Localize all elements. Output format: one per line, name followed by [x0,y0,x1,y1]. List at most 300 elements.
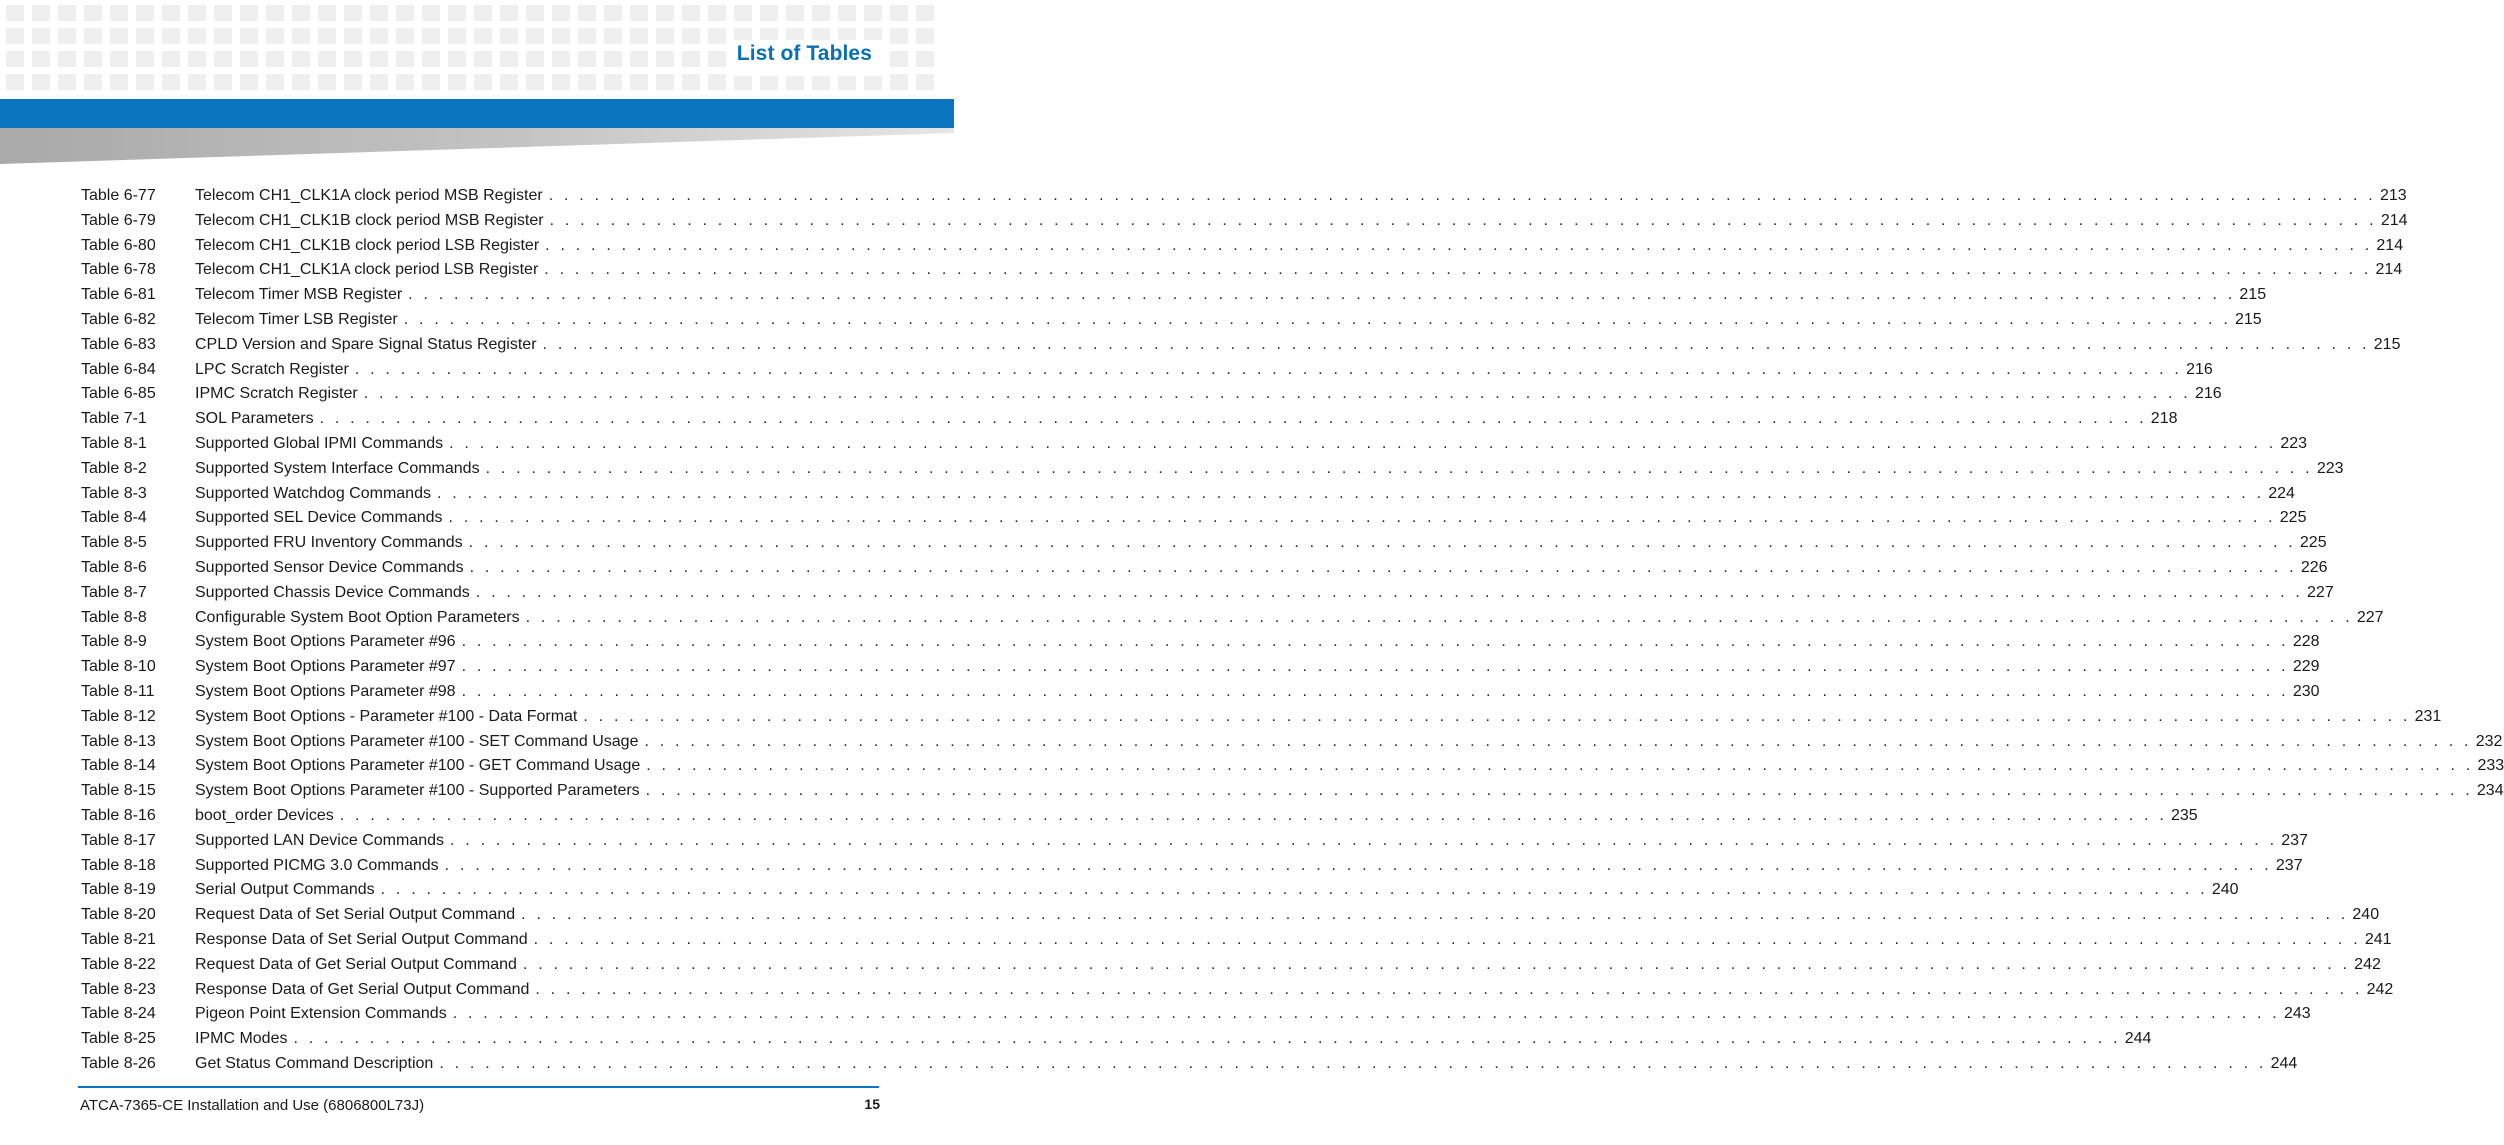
toc-entry[interactable] [81,457,2344,482]
dot-leader: . . . . . . . . . . . . . . . . . . . . . . . . . . . . . . . . . . . . . . . . . . . . . . . . . . . . . . . . . . . . . . . . . . . . . . . . . . . . . . . . . . . . . . . . . . . . . . . . . . . . . . . . . . . . . . . . . . . . . . . . [522,955,2351,973]
header-tile [292,5,310,21]
dot-leader: . . . . . . . . . . . . . . . . . . . . . . . . . . . . . . . . . . . . . . . . . . . . . . . . . . . . . . . . . . . . . . . . . . . . . . . . . . . . . . . . . . . . . . . . . . . . . . . . . . . . . . . . . . . . . . . . . . . . . . . . [525,608,2353,626]
header-tile [370,51,388,67]
header-tile [630,5,648,21]
page-number: 229 [2292,658,2320,676]
dot-leader: . . . . . . . . . . . . . . . . . . . . . . . . . . . . . . . . . . . . . . . . . . . . . . . . . . . . . . . . . . . . . . . . . . . . . . . . . . . . . . . . . . . . . . . . . . . . . . . . . . . . . . . . . . . . . . . . . . . . . . . . [645,782,2473,800]
page-number: 237 [2281,831,2308,849]
toc-entry[interactable] [81,878,2239,903]
toc-entry[interactable] [81,779,2504,804]
table-title: Supported PICMG 3.0 Commands [195,856,439,874]
header-tile [188,51,206,67]
dot-leader: . . . . . . . . . . . . . . . . . . . . . . . . . . . . . . . . . . . . . . . . . . . . . . . . . . . . . . . . . . . . . . . . . . . . . . . . . . . . . . . . . . . . . . . . . . . . . . . . . . . . . . . . . . . . . . . . . . . . . . . . [544,261,2372,279]
dot-leader: . . . . . . . . . . . . . . . . . . . . . . . . . . . . . . . . . . . . . . . . . . . . . . . . . . . . . . . . . . . . . . . . . . . . . . . . . . . . . . . . . . . . . . . . . . . . . . . . . . . . . . . . . . . . . . . . . . . . . . . . [439,1054,2267,1072]
toc-entry[interactable] [81,630,2320,655]
header-tile [838,74,856,90]
toc-entry[interactable] [81,506,2307,531]
header-tile [890,74,908,90]
header-tile [32,74,50,90]
table-title: Supported Sensor Device Commands [195,558,464,576]
page-number: 214 [2375,261,2403,279]
table-number: Table 8-7 [81,583,147,601]
page-number: 233 [2477,757,2504,775]
table-title: System Boot Options - Parameter #100 - Data Format [195,707,578,725]
toc-entry[interactable] [81,382,2222,407]
toc-entry[interactable] [81,283,2267,308]
toc-entry[interactable] [81,333,2401,358]
entry-body [195,234,2404,259]
table-number: Table 6-77 [81,187,156,204]
header-tile [162,74,180,90]
header-tile [370,74,388,90]
entry-body [195,804,2198,829]
entry-body [195,705,2442,730]
header-tile [526,51,544,67]
header-tile [214,5,232,21]
header-tile [760,5,778,21]
toc-entry[interactable] [81,655,2320,680]
header-tile [318,5,336,21]
page-number: 244 [2124,1030,2152,1048]
table-number: Table 8-20 [81,906,156,924]
header-tile [916,5,934,21]
entry-body [195,630,2320,655]
entry-body [195,556,2328,581]
page-number: 243 [2283,1005,2311,1023]
toc-entry[interactable] [81,1027,2152,1052]
table-title: IPMC Scratch Register [195,385,358,403]
entry-body [195,754,2504,779]
header-tile [318,51,336,67]
entry-body [195,953,2381,978]
page-number: 215 [2234,310,2262,328]
table-number: Table 8-15 [81,782,156,800]
table-title: Supported Global IPMI Commands [195,434,444,452]
toc-entry[interactable] [81,407,2178,432]
header-tile [682,5,700,21]
table-number: Table 8-13 [81,732,156,750]
header-tile [370,5,388,21]
page-number: 216 [2186,360,2213,378]
entry-body [195,680,2320,705]
header-tile [916,28,934,44]
header-tile [344,51,362,67]
toc-entry[interactable] [81,556,2328,581]
header-tile [552,5,570,21]
header-tile [162,5,180,21]
dot-leader: . . . . . . . . . . . . . . . . . . . . . . . . . . . . . . . . . . . . . . . . . . . . . . . . . . . . . . . . . . . . . . . . . . . . . . . . . . . . . . . . . . . . . . . . . . . . . . . . . . . . . . . . . . . . . . . . . . . . . . . . [542,335,2370,353]
page-number: 227 [2307,583,2334,601]
page-number: 235 [2170,806,2198,824]
header-tile [734,74,752,90]
dot-leader: . . . . . . . . . . . . . . . . . . . . . . . . . . . . . . . . . . . . . . . . . . . . . . . . . . . . . . . . . . . . . . . . . . . . . . . . . . . . . . . . . . . . . . . . . . . . . . . . . . . . . . . . . . . . . . . . . . . . . . . . [475,583,2304,601]
dot-leader: . . . . . . . . . . . . . . . . . . . . . . . . . . . . . . . . . . . . . . . . . . . . . . . . . . . . . . . . . . . . . . . . . . . . . . . . . . . . . . . . . . . . . . . . . . . . . . . . . . . . . . . . . . . . . . . . . . . . . . . . [533,930,2361,948]
header-tile [240,28,258,44]
entry-body [195,531,2327,556]
dot-leader: . . . . . . . . . . . . . . . . . . . . . . . . . . . . . . . . . . . . . . . . . . . . . . . . . . . . . . . . . . . . . . . . . . . . . . . . . . . . . . . . . . . . . . . . . . . . . . . . . . . . . . . . . . . . . . . . . . . . . . . . [549,211,2377,229]
page-number: 225 [2279,509,2307,527]
header-tile [578,51,596,67]
dot-leader: . . . . . . . . . . . . . . . . . . . . . . . . . . . . . . . . . . . . . . . . . . . . . . . . . . . . . . . . . . . . . . . . . . . . . . . . . . . . . . . . . . . . . . . . . . . . . . . . . . . . . . . . . . . . . . . . . . . . . . . . [461,633,2289,651]
dot-leader: . . . . . . . . . . . . . . . . . . . . . . . . . . . . . . . . . . . . . . . . . . . . . . . . . . . . . . . . . . . . . . . . . . . . . . . . . . . . . . . . . . . . . . . . . . . . . . . . . . . . . . . . . . . . . . . . . . . . . . . . [485,459,2313,477]
header-tile [604,74,622,90]
header-tile [474,5,492,21]
page-number: 230 [2292,682,2320,700]
toc-entry[interactable] [81,854,2303,879]
dot-leader: . . . . . . . . . . . . . . . . . . . . . . . . . . . . . . . . . . . . . . . . . . . . . . . . . . . . . . . . . . . . . . . . . . . . . . . . . . . . . . . . . . . . . . . . . . . . . . . . . . . . . . . . . . . . . . . . . . . . . . . . [450,831,2278,849]
header-tile [708,74,726,90]
dot-leader: . . . . . . . . . . . . . . . . . . . . . . . . . . . . . . . . . . . . . . . . . . . . . . . . . . . . . . . . . . . . . . . . . . . . . . . . . . . . . . . . . . . . . . . . . . . . . . . . . . . . . . . . . . . . . . . . . . . . . . . . [535,980,2363,998]
header-tile [266,51,284,67]
page-number: 244 [2270,1054,2298,1072]
table-number: Table 6-81 [81,286,156,304]
header-tile [344,28,362,44]
toc-entry[interactable] [81,903,2380,928]
dot-leader: . . . . . . . . . . . . . . . . . . . . . . . . . . . . . . . . . . . . . . . . . . . . . . . . . . . . . . . . . . . . . . . . . . . . . . . . . . . . . . . . . . . . . . . . . . . . . . . . . . . . . . . . . . . . . . . . . . . . . . . . [548,187,2376,204]
header-tile [110,5,128,21]
dot-leader: . . . . . . . . . . . . . . . . . . . . . . . . . . . . . . . . . . . . . . . . . . . . . . . . . . . . . . . . . . . . . . . . . . . . . . . . . . . . . . . . . . . . . . . . . . . . . . . . . . . . . . . . . . . . . . . . . . . . . . . . [545,236,2373,254]
entry-body [195,779,2504,804]
header-tile [708,28,726,44]
header-tile [630,51,648,67]
header-tile [448,5,466,21]
header-tile [682,74,700,90]
header-gray-wedge [0,128,954,164]
table-title: Request Data of Get Serial Output Command [195,955,517,973]
header-tile [162,28,180,44]
header-tile [864,5,882,21]
toc-entry[interactable] [81,978,2394,1003]
toc-entry[interactable] [81,184,2407,209]
header-tile [474,51,492,67]
dot-leader: . . . . . . . . . . . . . . . . . . . . . . . . . . . . . . . . . . . . . . . . . . . . . . . . . . . . . . . . . . . . . . . . . . . . . . . . . . . . . . . . . . . . . . . . . . . . . . . . . . . . . . . . . . . . . . . . . . . . . . . . [644,732,2472,750]
header-tile [422,51,440,67]
header-tile [812,74,830,90]
toc-entry[interactable] [81,829,2308,854]
header-tile [214,74,232,90]
entry-body [195,903,2380,928]
page-number: 215 [2373,335,2401,353]
header-tile [188,5,206,21]
page-number: 237 [2275,856,2303,874]
entry-body [195,184,2407,209]
page-number: 242 [2366,980,2394,998]
table-title: LPC Scratch Register [195,360,349,378]
footer-doc-title: ATCA-7365-CE Installation and Use (6806800L73J) [80,1097,425,1114]
toc-entry[interactable] [81,531,2327,556]
header-tile [318,28,336,44]
table-title: boot_order Devices [195,806,334,824]
toc-entry[interactable] [81,953,2381,978]
page-number: 214 [2376,236,2404,254]
page-number: 224 [2268,484,2295,502]
entry-body [195,730,2503,755]
header-tile [136,28,154,44]
header-tile [110,74,128,90]
header-tile [84,28,102,44]
entry-body [195,209,2408,234]
page-number: 216 [2194,385,2222,403]
header-tile [214,28,232,44]
dot-leader: . . . . . . . . . . . . . . . . . . . . . . . . . . . . . . . . . . . . . . . . . . . . . . . . . . . . . . . . . . . . . . . . . . . . . . . . . . . . . . . . . . . . . . . . . . . . . . . . . . . . . . . . . . . . . . . . . . . . . . . . [403,310,2231,328]
table-number: Table 6-84 [81,360,156,378]
header-tile [656,5,674,21]
table-number: Table 7-1 [81,410,147,428]
table-number: Table 8-17 [81,831,156,849]
entry-body [195,457,2344,482]
header-tile [656,28,674,44]
entry-body [195,258,2403,283]
dot-leader: . . . . . . . . . . . . . . . . . . . . . . . . . . . . . . . . . . . . . . . . . . . . . . . . . . . . . . . . . . . . . . . . . . . . . . . . . . . . . . . . . . . . . . . . . . . . . . . . . . . . . . . . . . . . . . . . . . . . . . . . [461,658,2289,676]
header-tile [916,74,934,90]
header-tile [240,74,258,90]
table-number: Table 8-19 [81,881,156,899]
toc-entry[interactable] [81,234,2404,259]
page-number: 223 [2280,434,2308,452]
table-title: Supported FRU Inventory Commands [195,534,463,552]
header-tile [84,51,102,67]
header-tile [656,74,674,90]
entry-body [195,1052,2298,1077]
header-tile [760,74,778,90]
header-tile [812,5,830,21]
toc-entry[interactable] [81,680,2320,705]
header-tile [578,5,596,21]
page-number: 227 [2356,608,2384,626]
table-title: Response Data of Set Serial Output Command [195,930,528,948]
header-tile [58,51,76,67]
header-tile [604,51,622,67]
header-tile [344,74,362,90]
table-title: Response Data of Get Serial Output Command [195,980,530,998]
entry-body [195,333,2401,358]
table-title: System Boot Options Parameter #100 - Supported Parameters [195,782,640,800]
header-tile [136,74,154,90]
header-tile [448,28,466,44]
header-tile [58,28,76,44]
table-title: Telecom CH1_CLK1A clock period LSB Register [195,261,539,279]
table-title: Pigeon Point Extension Commands [195,1005,447,1023]
dot-leader: . . . . . . . . . . . . . . . . . . . . . . . . . . . . . . . . . . . . . . . . . . . . . . . . . . . . . . . . . . . . . . . . . . . . . . . . . . . . . . . . . . . . . . . . . . . . . . . . . . . . . . . . . . . . . . . . . . . . . . . . [436,484,2265,502]
entry-body [195,878,2239,903]
toc-entry[interactable] [81,258,2403,283]
header-tile [526,5,544,21]
header-tile [396,74,414,90]
table-title: Get Status Command Description [195,1054,434,1072]
table-title: System Boot Options Parameter #97 [195,658,456,676]
table-title: Telecom CH1_CLK1B clock period LSB Register [195,236,540,254]
dot-leader: . . . . . . . . . . . . . . . . . . . . . . . . . . . . . . . . . . . . . . . . . . . . . . . . . . . . . . . . . . . . . . . . . . . . . . . . . . . . . . . . . . . . . . . . . . . . . . . . . . . . . . . . . . . . . . . . . . . . . . . . [448,509,2276,527]
header-tile [58,5,76,21]
header-tile [500,5,518,21]
header-tile [422,28,440,44]
table-number: Table 8-21 [81,930,156,948]
dot-leader: . . . . . . . . . . . . . . . . . . . . . . . . . . . . . . . . . . . . . . . . . . . . . . . . . . . . . . . . . . . . . . . . . . . . . . . . . . . . . . . . . . . . . . . . . . . . . . . . . . . . . . . . . . . . . . . . . . . . . . . . [380,881,2208,899]
table-title: Request Data of Set Serial Output Command [195,906,516,924]
entry-body [195,829,2308,854]
header-tile [552,74,570,90]
header-tile [526,74,544,90]
dot-leader: . . . . . . . . . . . . . . . . . . . . . . . . . . . . . . . . . . . . . . . . . . . . . . . . . . . . . . . . . . . . . . . . . . . . . . . . . . . . . . . . . . . . . . . . . . . . . . . . . . . . . . . . . . . . . . . . . . . . . . . . [469,558,2297,576]
toc-entry[interactable] [81,209,2408,234]
header-tile [110,51,128,67]
entry-body [195,308,2262,333]
table-title: System Boot Options Parameter #98 [195,682,456,700]
toc-entry[interactable] [81,730,2503,755]
header-tile [552,28,570,44]
header-tile [890,5,908,21]
dot-leader: . . . . . . . . . . . . . . . . . . . . . . . . . . . . . . . . . . . . . . . . . . . . . . . . . . . . . . . . . . . . . . . . . . . . . . . . . . . . . . . . . . . . . . . . . . . . . . . . . . . . . . . . . . . . . . . . . . . . . . . . [583,707,2411,725]
dot-leader: . . . . . . . . . . . . . . . . . . . . . . . . . . . . . . . . . . . . . . . . . . . . . . . . . . . . . . . . . . . . . . . . . . . . . . . . . . . . . . . . . . . . . . . . . . . . . . . . . . . . . . . . . . . . . . . . . . . . . . . . [461,682,2289,700]
page-number: 231 [2414,707,2442,725]
header-tile [162,51,180,67]
toc-entry[interactable] [81,928,2392,953]
table-title: Serial Output Commands [195,881,375,899]
dot-leader: . . . . . . . . . . . . . . . . . . . . . . . . . . . . . . . . . . . . . . . . . . . . . . . . . . . . . . . . . . . . . . . . . . . . . . . . . . . . . . . . . . . . . . . . . . . . . . . . . . . . . . . . . . . . . . . . . . . . . . . . [339,806,2167,824]
dot-leader: . . . . . . . . . . . . . . . . . . . . . . . . . . . . . . . . . . . . . . . . . . . . . . . . . . . . . . . . . . . . . . . . . . . . . . . . . . . . . . . . . . . . . . . . . . . . . . . . . . . . . . . . . . . . . . . . . . . . . . . . [468,534,2296,552]
table-title: IPMC Modes [195,1030,288,1048]
entry-body [195,978,2394,1003]
header-tile [266,28,284,44]
table-number: Table 8-10 [81,658,156,676]
table-number: Table 8-18 [81,856,156,874]
header-tile [240,51,258,67]
header-tile [396,5,414,21]
table-title: Telecom CH1_CLK1A clock period MSB Register [195,187,543,204]
table-number: Table 8-9 [81,633,147,651]
table-number: Table 6-80 [81,236,156,254]
table-number: Table 6-82 [81,310,156,328]
header-tile [630,74,648,90]
table-number: Table 6-85 [81,385,156,403]
header-tile [370,28,388,44]
header-tile [6,74,24,90]
page-number: 226 [2300,558,2328,576]
entry-body [195,928,2392,953]
table-number: Table 8-6 [81,558,147,576]
table-number: Table 8-8 [81,608,147,626]
header-tile [396,51,414,67]
table-number: Table 8-23 [81,980,156,998]
header-tile [318,74,336,90]
header-tile [292,28,310,44]
toc-entry[interactable] [81,432,2308,457]
toc-entry[interactable] [81,358,2213,383]
table-title: Supported Chassis Device Commands [195,583,470,601]
dot-leader: . . . . . . . . . . . . . . . . . . . . . . . . . . . . . . . . . . . . . . . . . . . . . . . . . . . . . . . . . . . . . . . . . . . . . . . . . . . . . . . . . . . . . . . . . . . . . . . . . . . . . . . . . . . . . . . . . . . . . . . . [293,1030,2121,1048]
dot-leader: . . . . . . . . . . . . . . . . . . . . . . . . . . . . . . . . . . . . . . . . . . . . . . . . . . . . . . . . . . . . . . . . . . . . . . . . . . . . . . . . . . . . . . . . . . . . . . . . . . . . . . . . . . . . . . . . . . . . . . . . [646,757,2474,775]
entry-body [195,407,2178,432]
header-tile [682,51,700,67]
table-number: Table 8-3 [81,484,147,502]
table-title: Telecom Timer MSB Register [195,286,403,304]
header-tile [396,28,414,44]
page-title: List of Tables [736,42,872,65]
header-tile [32,5,50,21]
dot-leader: . . . . . . . . . . . . . . . . . . . . . . . . . . . . . . . . . . . . . . . . . . . . . . . . . . . . . . . . . . . . . . . . . . . . . . . . . . . . . . . . . . . . . . . . . . . . . . . . . . . . . . . . . . . . . . . . . . . . . . . . [444,856,2272,874]
table-title: Supported Watchdog Commands [195,484,431,502]
page-number: 240 [2211,881,2239,899]
header-tile [552,51,570,67]
header-tile [448,74,466,90]
header-tile [344,5,362,21]
header-tile [500,51,518,67]
toc-entry[interactable] [81,606,2384,631]
page-number: 215 [2239,286,2267,304]
table-number: Table 8-26 [81,1054,156,1072]
footer-rule [78,1086,879,1088]
header-tile [292,74,310,90]
toc-entry[interactable] [81,754,2504,779]
header-tile [266,74,284,90]
header-tile [604,5,622,21]
toc-entry[interactable] [81,308,2262,333]
header-tile [578,28,596,44]
toc-entry[interactable] [81,1052,2298,1077]
header-tile [864,74,882,90]
header-tile [682,28,700,44]
header-tile [916,51,934,67]
header-tile [188,74,206,90]
entry-body [195,655,2320,680]
table-number: Table 8-25 [81,1030,156,1048]
toc-entry[interactable] [81,705,2442,730]
toc-entry[interactable] [81,581,2334,606]
page-number: 223 [2316,459,2344,477]
toc-entry[interactable] [81,1002,2311,1027]
footer-page-number: 15 [864,1096,880,1112]
toc-entry[interactable] [81,482,2295,507]
header-tile [58,74,76,90]
table-title: Telecom CH1_CLK1B clock period MSB Register [195,211,544,229]
table-title: Supported System Interface Commands [195,459,480,477]
header-tile [838,5,856,21]
header-tile [786,5,804,21]
table-number: Table 8-14 [81,757,156,775]
header-tile [266,5,284,21]
table-number: Table 8-4 [81,509,147,527]
page-number: 234 [2476,782,2504,800]
table-title: System Boot Options Parameter #96 [195,633,456,651]
header-tile [6,5,24,21]
header-tile [136,51,154,67]
header-tile [474,74,492,90]
header-tile [448,51,466,67]
entry-body [195,854,2303,879]
table-title: System Boot Options Parameter #100 - SET Command Usage [195,732,639,750]
toc-entry[interactable] [81,804,2198,829]
dot-leader: . . . . . . . . . . . . . . . . . . . . . . . . . . . . . . . . . . . . . . . . . . . . . . . . . . . . . . . . . . . . . . . . . . . . . . . . . . . . . . . . . . . . . . . . . . . . . . . . . . . . . . . . . . . . . . . . . . . . . . . . [521,906,2349,924]
header-tile [214,51,232,67]
entry-body [195,482,2295,507]
entry-body [195,506,2307,531]
entry-body [195,1002,2311,1027]
dot-leader: . . . . . . . . . . . . . . . . . . . . . . . . . . . . . . . . . . . . . . . . . . . . . . . . . . . . . . . . . . . . . . . . . . . . . . . . . . . . . . . . . . . . . . . . . . . . . . . . . . . . . . . . . . . . . . . . . . . . . . . . [363,385,2191,403]
page-number: 228 [2292,633,2320,651]
table-number: Table 8-11 [81,682,155,700]
header-tile [84,74,102,90]
table-title: SOL Parameters [195,410,314,428]
header-tile [422,5,440,21]
page-number: 242 [2354,955,2381,973]
dot-leader: . . . . . . . . . . . . . . . . . . . . . . . . . . . . . . . . . . . . . . . . . . . . . . . . . . . . . . . . . . . . . . . . . . . . . . . . . . . . . . . . . . . . . . . . . . . . . . . . . . . . . . . . . . . . . . . . . . . . . . . . [408,286,2236,304]
list-of-tables [81,184,2504,1077]
dot-leader: . . . . . . . . . . . . . . . . . . . . . . . . . . . . . . . . . . . . . . . . . . . . . . . . . . . . . . . . . . . . . . . . . . . . . . . . . . . . . . . . . . . . . . . . . . . . . . . . . . . . . . . . . . . . . . . . . . . . . . . . [319,410,2147,428]
table-number: Table 8-22 [81,955,156,973]
page-number: 213 [2379,187,2407,204]
header-tile [786,74,804,90]
dot-leader: . . . . . . . . . . . . . . . . . . . . . . . . . . . . . . . . . . . . . . . . . . . . . . . . . . . . . . . . . . . . . . . . . . . . . . . . . . . . . . . . . . . . . . . . . . . . . . . . . . . . . . . . . . . . . . . . . . . . . . . . [452,1005,2280,1023]
